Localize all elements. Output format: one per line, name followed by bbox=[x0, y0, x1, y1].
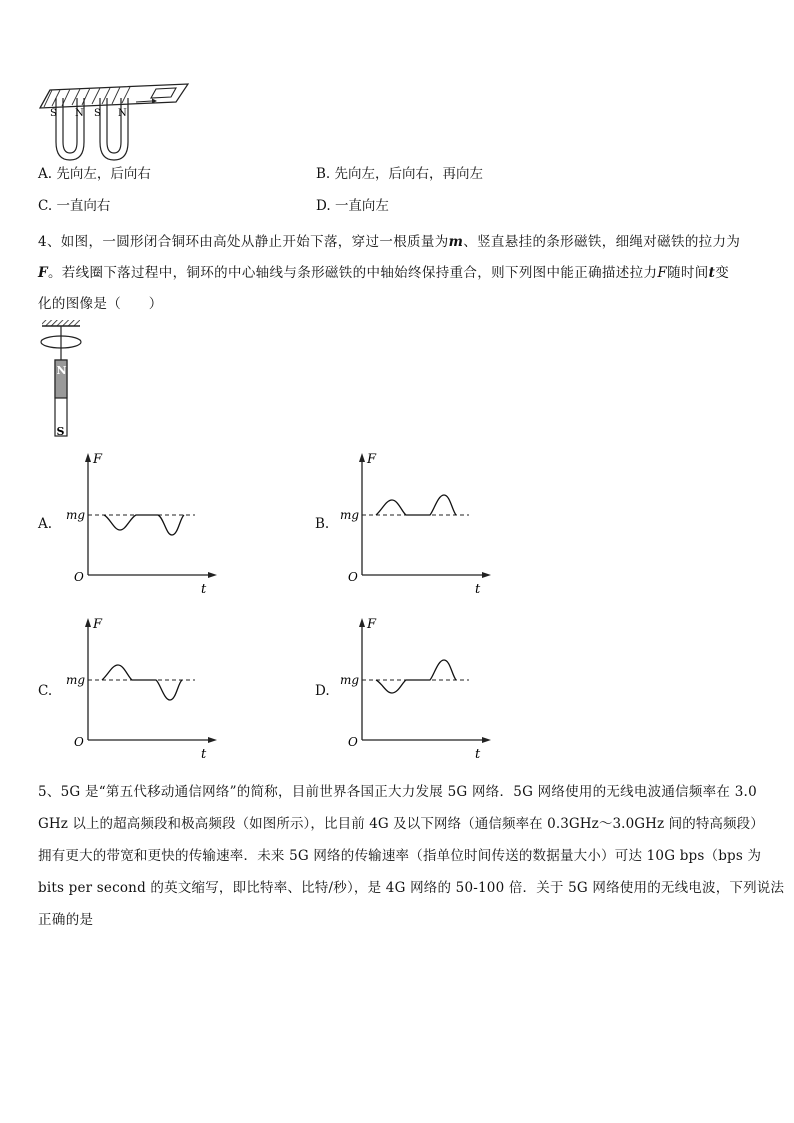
y-axis-label: F bbox=[367, 617, 377, 632]
option-text: 一直向左 bbox=[334, 198, 389, 214]
q4-stem-line-2: F。若线圈下落过程中，铜环的中心轴线与条形磁铁的中轴始终保持重合，则下列图中能正确描述拉力F随时间t变 bbox=[38, 265, 730, 281]
graph-c bbox=[60, 615, 220, 765]
graph-b bbox=[334, 450, 494, 600]
mg-label: mg bbox=[340, 508, 360, 522]
q5-stem-line-2: GHz 以上的超高频段和极高频段（如图所示），比目前 4G 及以下网络（通信频率在 0.3GHz～3.0GHz 间的特高频段） bbox=[38, 816, 764, 832]
option-text: 先向左，后向右 bbox=[56, 166, 151, 182]
graph-d bbox=[334, 615, 494, 765]
q3-option-a bbox=[38, 168, 151, 182]
mg-label: mg bbox=[66, 673, 86, 687]
graph-d-letter: D. bbox=[315, 683, 330, 699]
origin-label: O bbox=[74, 570, 84, 584]
x-axis-label: t bbox=[201, 747, 207, 762]
option-letter: C. bbox=[38, 198, 53, 214]
pole-label: S bbox=[50, 108, 57, 119]
mg-label: mg bbox=[66, 508, 86, 522]
magnet-n-label: N bbox=[56, 364, 67, 377]
graph-a bbox=[60, 450, 220, 600]
graph-b-letter: B. bbox=[315, 516, 330, 532]
q5-stem-line-3: 拥有更大的带宽和更快的传输速率．未来 5G 网络的传输速率（指单位时间传送的数据量大小）可达 10G bps（bps 为 bbox=[38, 848, 762, 864]
mg-label: mg bbox=[340, 673, 360, 687]
option-letter: A. bbox=[38, 166, 53, 182]
q4-stem-line-3: 化的图像是（ ） bbox=[38, 296, 163, 312]
y-axis-label: F bbox=[93, 452, 103, 467]
graph-c-letter: C. bbox=[38, 683, 53, 699]
option-letter: D. bbox=[316, 198, 331, 214]
magnet-s-label: S bbox=[56, 425, 65, 438]
x-axis-label: t bbox=[475, 747, 481, 762]
q3-option-b bbox=[316, 168, 483, 182]
q4-stem-line-1: 4、如图，一圆形闭合铜环由高处从静止开始下落，穿过一根质量为m、竖直悬挂的条形磁铁，细绳对磁铁的拉力为 bbox=[38, 234, 741, 250]
q5-stem-line-4: bits per second 的英文缩写，即比特率、比特/秒），是 4G 网络的 50-100 倍．关于 5G 网络使用的无线电波，下列说法 bbox=[38, 880, 785, 896]
graph-a-letter: A. bbox=[38, 516, 53, 532]
pole-label: N bbox=[118, 108, 127, 119]
x-axis-label: t bbox=[201, 582, 207, 597]
option-letter: B. bbox=[316, 166, 331, 182]
q4-figure bbox=[36, 318, 96, 438]
origin-label: O bbox=[74, 735, 84, 749]
origin-label: O bbox=[348, 735, 358, 749]
x-axis-label: t bbox=[475, 582, 481, 597]
y-axis-label: F bbox=[367, 452, 377, 467]
q5-stem-line-5: 正确的是 bbox=[38, 912, 94, 928]
pole-label: S bbox=[94, 108, 101, 119]
y-axis-label: F bbox=[93, 617, 103, 632]
option-text: 先向左，后向右，再向左 bbox=[334, 166, 484, 182]
q3-figure bbox=[38, 80, 198, 162]
origin-label: O bbox=[348, 570, 358, 584]
q5-stem-line-1: 5、5G 是“第五代移动通信网络”的简称，目前世界各国正大力发展 5G 网络．5G 网络使用的无线电波通信频率在 3.0 bbox=[38, 784, 757, 800]
option-text: 一直向右 bbox=[56, 198, 111, 214]
q3-option-c bbox=[38, 200, 110, 214]
pole-label: N bbox=[75, 108, 84, 119]
q3-option-d bbox=[316, 200, 389, 214]
